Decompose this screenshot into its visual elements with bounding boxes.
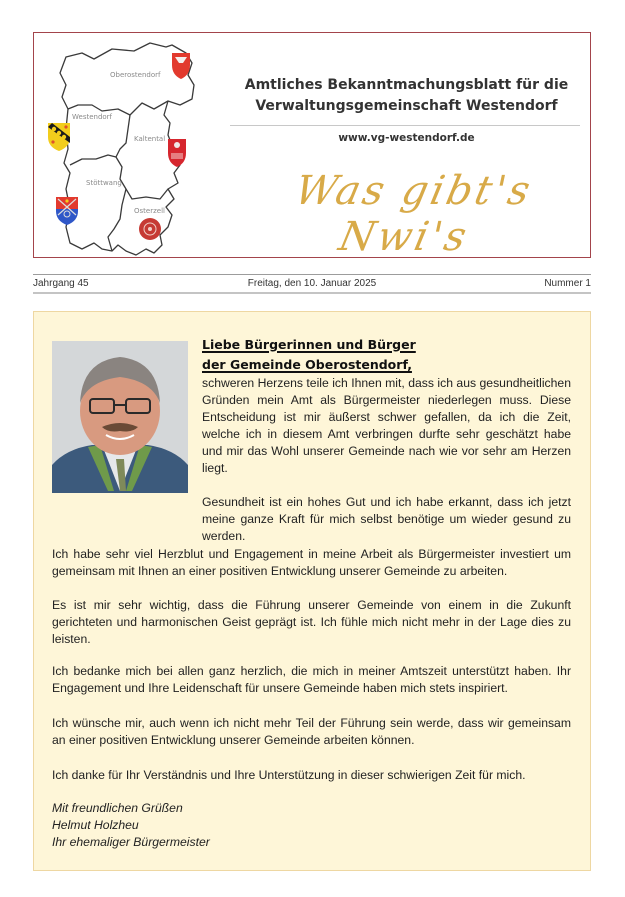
map-graphic bbox=[42, 39, 212, 257]
signature-role: Ihr ehemaliger Bürgermeister bbox=[52, 835, 210, 849]
info-rule-bottom bbox=[33, 292, 591, 294]
coat-of-arms-stoettwang bbox=[56, 197, 78, 225]
signature-name: Helmut Holzheu bbox=[52, 818, 139, 832]
coat-of-arms-osterzell bbox=[139, 218, 161, 240]
letter-paragraph-2 bbox=[52, 494, 571, 545]
letter-paragraph-1: schweren Herzens teile ich Ihnen mit, dass ich aus gesundheitlichen Gründen mein Amt als Bürgermeister niederlegen muss. Diese Entscheidung ist mir äußerst schwer gefallen, da ich die Zeit, welche ich in diesem Amt verbringen durfte sehr geschätzt habe und mir das Wohl unserer Gemeinde nach wie vor sehr am Herzen liegt. bbox=[202, 376, 571, 475]
portrait-image bbox=[52, 341, 188, 493]
letter-paragraph-3: Ich habe sehr viel Herzblut und Engagement in meine Arbeit als Bürgermeister investiert um gemeinsam mit Ihnen an einer positiven Entwicklung unserer Gemeinde zu arbeiten. bbox=[52, 547, 571, 578]
letter-box bbox=[33, 311, 591, 871]
letter-signature bbox=[52, 800, 210, 851]
map-label-osterzell: Osterzell bbox=[134, 207, 165, 215]
coat-of-arms-westendorf bbox=[48, 123, 70, 151]
masthead-title bbox=[234, 75, 579, 117]
letter-paragraph-7: Ich danke für Ihr Verständnis und Ihre Unterstützung in dieser schwierigen Zeit für mich. bbox=[52, 768, 526, 782]
letter-greeting bbox=[202, 335, 416, 375]
masthead-title-line2: Verwaltungsgemeinschaft Westendorf bbox=[255, 98, 558, 114]
masthead-divider bbox=[230, 125, 580, 126]
map-label-westendorf: Westendorf bbox=[72, 113, 113, 121]
letter-paragraph-2-text: Gesundheit ist ein hohes Gut und ich habe erkannt, dass ich jetzt meine ganze Kraft für mich selbst benötige um wieder gesund zu werden. bbox=[202, 495, 571, 543]
masthead-title-line1: Amtliches Bekanntmachungsblatt für die bbox=[244, 77, 569, 93]
letter-paragraph-6: Ich wünsche mir, auch wenn ich nicht mehr Teil der Führung sein werde, dass wir gemeinsam an einer positiven Entwicklung unserer Gemeinde arbeiten können. bbox=[52, 716, 571, 747]
masthead bbox=[33, 32, 591, 258]
letter-paragraph-4: Es ist mir sehr wichtig, dass die Führung unserer Gemeinde von einem in die Zukunft gerichteten und harmonischen Geist geprägt ist. Ich fühle mich nicht mehr in der Lage dies zu leisten. bbox=[52, 598, 571, 646]
signature-closing: Mit freundlichen Grüßen bbox=[52, 801, 183, 815]
letter-paragraph-5: Ich bedanke mich bei allen ganz herzlich, die mich in meiner Amtszeit unterstützt haben. Ihr Engagement und Ihre Leidenschaft für unsere Gemeinde haben mich stets inspiriert. bbox=[52, 664, 571, 695]
volume-label: Jahrgang 45 bbox=[33, 278, 89, 289]
issue-number: Nummer 1 bbox=[544, 278, 591, 289]
website-link[interactable]: www.vg-westendorf.de bbox=[338, 132, 475, 144]
greeting-line1: Liebe Bürgerinnen und Bürger bbox=[202, 337, 416, 352]
map-label-oberostendorf: Oberostendorf bbox=[110, 71, 161, 79]
municipality-map bbox=[42, 39, 212, 257]
greeting-line2: der Gemeinde Oberostendorf, bbox=[202, 357, 412, 372]
map-label-stoettwang: Stöttwang bbox=[86, 179, 122, 187]
coat-of-arms-oberostendorf bbox=[172, 53, 190, 79]
masthead-slogan: Was gibt's Nwi's bbox=[290, 168, 537, 260]
coat-of-arms-kaltental bbox=[168, 139, 186, 167]
mayor-photo bbox=[52, 341, 188, 493]
info-rule-top bbox=[33, 274, 591, 275]
issue-date: Freitag, den 10. Januar 2025 bbox=[247, 278, 377, 289]
map-label-kaltental: Kaltental bbox=[134, 135, 166, 143]
